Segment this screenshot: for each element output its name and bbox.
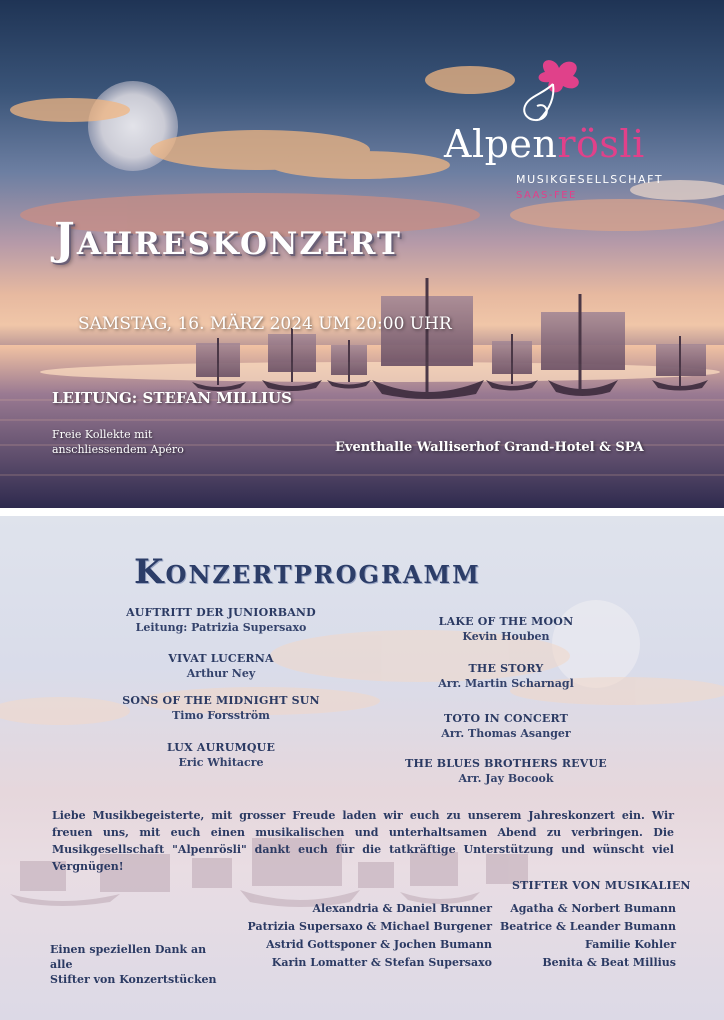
piece-credit: Arthur Ney	[186, 667, 256, 680]
donor-name: Familie Kohler	[585, 938, 676, 951]
special-thanks	[50, 942, 230, 987]
concert-date: SAMSTAG, 16. MÄRZ 2024 UM 20:00 UHR	[78, 314, 452, 334]
donor-name: Agatha & Norbert Bumann	[510, 902, 676, 915]
piece-title: LUX AURUMQUE	[166, 741, 276, 754]
instrument-donors-heading: STIFTER VON MUSIKALIEN	[512, 879, 691, 892]
piece-credit: Timo Forsström	[172, 709, 270, 722]
program-piece	[385, 757, 627, 786]
piece-credit: Arr. Jay Bocook	[458, 772, 554, 785]
piece-title: THE STORY	[468, 662, 544, 675]
piece-title: AUFTRITT DER JUNIORBAND	[126, 606, 316, 619]
piece-title: THE BLUES BROTHERS REVUE	[405, 757, 607, 770]
logo-name-main: Alpen	[444, 122, 558, 166]
special-thanks-line1: Einen speziellen Dank an alle	[50, 943, 207, 971]
piece-title: SONS OF THE MIDNIGHT SUN	[122, 694, 320, 707]
collection-note	[52, 427, 252, 457]
logo-wordmark	[444, 122, 664, 166]
piece-title: LAKE OF THE MOON	[438, 615, 574, 628]
piece-credit: Arr. Thomas Asanger	[441, 727, 571, 740]
piece-credit: Arr. Martin Scharnagl	[438, 677, 574, 690]
special-thanks-line2: Stifter von Konzertstücken	[50, 973, 217, 986]
donor-name: Benita & Beat Millius	[542, 956, 676, 969]
piece-credit: Leitung: Patrizia Supersaxo	[135, 621, 307, 634]
rose-logo-icon	[515, 54, 595, 126]
piece-title: VIVAT LUCERNA	[168, 652, 274, 665]
collection-note-line2: anschliessendem Apéro	[52, 443, 184, 456]
conductor-line: LEITUNG: STEFAN MILLIUS	[52, 389, 292, 407]
logo-subtitle: MUSIKGESELLSCHAFT	[516, 173, 664, 186]
program-piece	[395, 712, 617, 741]
donor-name: Karin Lomatter & Stefan Supersaxo	[271, 956, 492, 969]
piece-credit: Kevin Houben	[462, 630, 550, 643]
donor-name: Astrid Gottsponer & Jochen Bumann	[266, 938, 492, 951]
intro-paragraph: Liebe Musikbegeisterte, mit grosser Freude laden wir euch zu unserem Jahreskonzert ein. Wir freuen uns, mit euch einen musikalischen und unterhaltsamen Abend zu verbringen. Die Musikgesellschaft "Alpenrösli" dankt euch für die tatkräftige Unterstützung und wünscht viel Vergnügen!	[52, 809, 674, 873]
venue: Eventhalle Walliserhof Grand-Hotel & SPA	[335, 440, 644, 455]
logo-location: SAAS-FEE	[516, 190, 577, 201]
program-piece	[110, 741, 332, 770]
program-piece	[110, 652, 332, 681]
logo-name-accent: rösli	[557, 122, 645, 166]
program-piece	[395, 662, 617, 691]
program-title: Konzertprogramm	[134, 552, 481, 592]
piece-donors-list	[230, 900, 492, 972]
concert-flyer-header	[0, 0, 724, 508]
donor-name: Alexandria & Daniel Brunner	[312, 902, 492, 915]
section-divider	[0, 508, 724, 516]
program-piece	[395, 615, 617, 644]
concert-program	[0, 516, 724, 1020]
collection-note-line1: Freie Kollekte mit	[52, 428, 153, 441]
piece-credit: Eric Whitacre	[178, 756, 264, 769]
donor-name: Beatrice & Leander Bumann	[500, 920, 676, 933]
donor-name: Patrizia Supersaxo & Michael Burgener	[247, 920, 492, 933]
concert-title: Jahreskonzert	[54, 214, 402, 265]
program-piece	[110, 606, 332, 635]
piece-title: TOTO IN CONCERT	[443, 712, 569, 725]
program-piece	[110, 694, 332, 723]
instrument-donors-list	[492, 900, 676, 972]
